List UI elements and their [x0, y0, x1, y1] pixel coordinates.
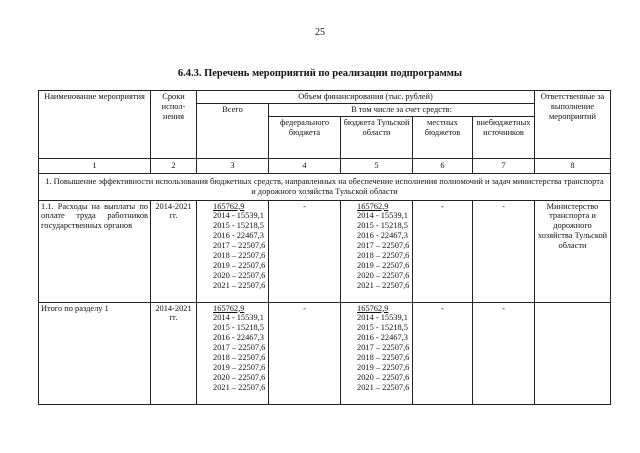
activity-period: 2014-2021 гг.: [151, 200, 197, 302]
year-value: 2018 – 22507,6: [357, 251, 410, 261]
header-local: местных бюджетов: [413, 116, 473, 158]
year-value: 2016 - 22467,3: [357, 231, 408, 241]
year-value: 2020 – 22507,6: [213, 270, 266, 280]
year-value: 2021 – 22507,6: [357, 382, 410, 392]
header-responsible: Ответственные за выполнение мероприятий: [535, 91, 611, 159]
year-value: 2014 - 15539,1: [357, 211, 408, 221]
year-value: 2015 - 15218,5: [213, 323, 264, 333]
activity-period: 2014-2021 гг.: [151, 302, 197, 404]
table-row: [39, 200, 611, 302]
activity-name: Итого по разделу 1: [39, 302, 151, 404]
page-title: 6.4.3. Перечень мероприятий по реализации подпрограммы: [177, 68, 463, 79]
year-value: 2020 – 22507,6: [213, 372, 266, 382]
header-including: В том числе за счет средств:: [269, 103, 535, 116]
header-offbudget: внебюджетных источников: [473, 116, 535, 158]
col-number: 3: [197, 158, 269, 173]
responsible: Министерство транспорта и дорожного хозяйства Тульской области: [535, 200, 611, 302]
responsible: [535, 302, 611, 404]
year-value: 2017 – 22507,6: [357, 343, 410, 353]
year-value: 2016 - 22467,3: [213, 333, 264, 343]
col-number: 6: [413, 158, 473, 173]
year-value: 2021 – 22507,6: [213, 382, 266, 392]
year-value: 2021 – 22507,6: [213, 280, 266, 290]
col-number: 1: [39, 158, 151, 173]
year-value: 2019 – 22507,6: [357, 260, 410, 270]
col-number: 4: [269, 158, 341, 173]
year-value: 2020 – 22507,6: [357, 372, 410, 382]
year-value: 2016 - 22467,3: [213, 231, 264, 241]
year-value: 2017 – 22507,6: [357, 241, 410, 251]
year-value: 2019 – 22507,6: [213, 260, 266, 270]
header-activity-name: Наименование мероприятия: [39, 91, 151, 159]
year-value: 2015 - 15218,5: [357, 221, 408, 231]
header-federal: федерального бюджета: [269, 116, 341, 158]
total-amount: 165762,9: [213, 201, 245, 211]
col-number: 5: [341, 158, 413, 173]
total-amount: 165762,9: [213, 303, 245, 313]
year-value: 2018 – 22507,6: [213, 353, 266, 363]
offbudget-value: -: [473, 200, 535, 302]
federal-value: -: [269, 200, 341, 302]
year-value: 2016 - 22467,3: [357, 333, 408, 343]
year-value: 2014 - 15539,1: [357, 313, 408, 323]
federal-value: -: [269, 302, 341, 404]
year-value: 2021 – 22507,6: [357, 280, 410, 290]
activity-name: 1.1. Расходы на выплаты по оплате труда работников государственных органов: [39, 200, 151, 302]
section-title: 1. Повышение эффективности использования бюджетных средств, направленных на обеспечение исполнения полномочий и задач министерства транспорта и дорожного хозяйства Тульской области: [39, 173, 611, 200]
year-value: 2018 – 22507,6: [213, 251, 266, 261]
header-total: Всего: [197, 103, 269, 158]
year-value: 2019 – 22507,6: [357, 362, 410, 372]
col-number: 8: [535, 158, 611, 173]
year-value: 2017 – 22507,6: [213, 343, 266, 353]
year-value: 2015 - 15218,5: [213, 221, 264, 231]
header-regional: бюджета Тульской области: [341, 116, 413, 158]
year-value: 2017 – 22507,6: [213, 241, 266, 251]
total-values: [197, 302, 269, 404]
page-number: 25: [315, 27, 325, 38]
year-value: 2014 - 15539,1: [213, 313, 264, 323]
col-number: 2: [151, 158, 197, 173]
header-period: Сроки испол-нения: [151, 91, 197, 159]
year-value: 2020 – 22507,6: [357, 270, 410, 280]
activities-table: [38, 90, 611, 405]
table-row: [39, 302, 611, 404]
year-value: 2018 – 22507,6: [357, 353, 410, 363]
regional-values: [341, 200, 413, 302]
header-financing: Объем финансирования (тыс. рублей): [197, 91, 535, 104]
offbudget-value: -: [473, 302, 535, 404]
year-value: 2014 - 15539,1: [213, 211, 264, 221]
local-value: -: [413, 200, 473, 302]
col-number: 7: [473, 158, 535, 173]
regional-values: [341, 302, 413, 404]
total-values: [197, 200, 269, 302]
year-value: 2015 - 15218,5: [357, 323, 408, 333]
local-value: -: [413, 302, 473, 404]
year-value: 2019 – 22507,6: [213, 362, 266, 372]
regional-total-amount: 165762,9: [357, 201, 389, 211]
regional-total-amount: 165762,9: [357, 303, 389, 313]
